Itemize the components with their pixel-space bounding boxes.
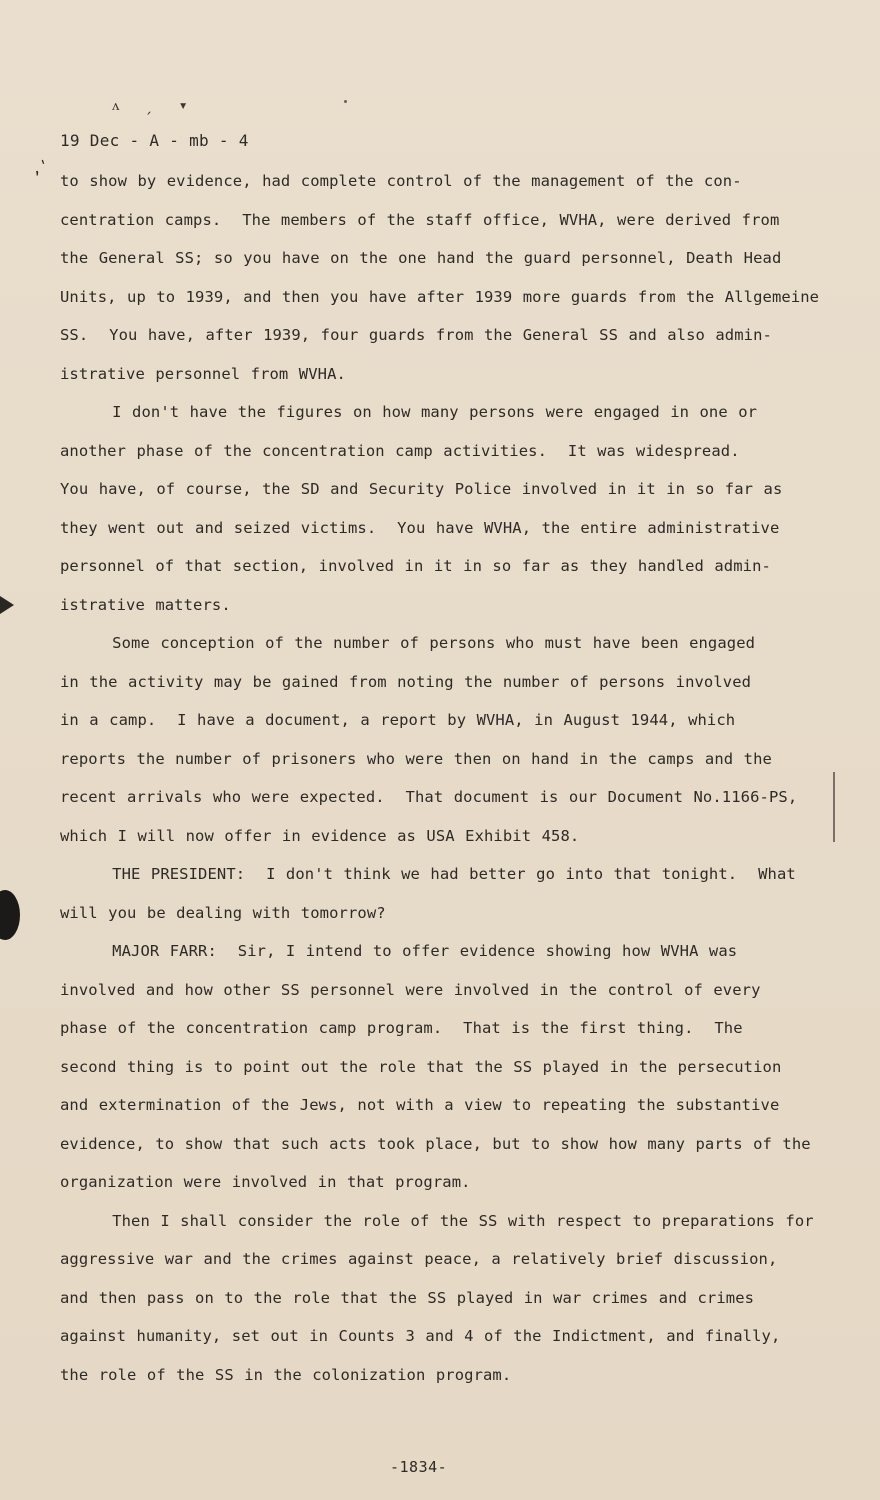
text-line: involved and how other SS personnel were involved in the control of every	[60, 980, 761, 999]
text-line: organization were involved in that program.	[60, 1173, 471, 1191]
margin-tick-mark: ,'	[28, 155, 52, 179]
text-line: recent arrivals who were expected. That document is our Document No.1166-PS,	[60, 788, 798, 806]
stray-marks: ᴧ ˏ ▾	[112, 96, 196, 114]
margin-line	[833, 772, 835, 842]
text-line: in a camp. I have a document, a report by WVHA, in August 1944, which	[60, 711, 736, 729]
text-line: You have, of course, the SD and Security Police involved in it in so far as	[60, 480, 783, 498]
text-line: istrative matters.	[60, 595, 231, 614]
text-line: second thing is to point out the role that the SS played in the persecution	[60, 1057, 782, 1076]
text-line: will you be dealing with tomorrow?	[60, 903, 386, 922]
text-line: the role of the SS in the colonization program.	[60, 1365, 512, 1384]
text-line: personnel of that section, involved in it in so far as they handled admin-	[60, 557, 771, 575]
punch-hole	[0, 890, 20, 940]
stray-dot	[344, 100, 347, 103]
text-line: they went out and seized victims. You have WVHA, the entire administrative	[60, 518, 780, 537]
text-line: THE PRESIDENT: I don't think we had better go into that tonight. What	[60, 865, 796, 883]
header-reference: 19 Dec - A - mb - 4	[60, 131, 249, 150]
text-line: reports the number of prisoners who were then on hand in the camps and the	[60, 749, 772, 768]
binding-notch	[0, 596, 14, 614]
text-line: another phase of the concentration camp activities. It was widespread.	[60, 441, 740, 460]
text-line: aggressive war and the crimes against peace, a relatively brief discussion,	[60, 1250, 778, 1268]
text-line: MAJOR FARR: Sir, I intend to offer evidence showing how WVHA was	[60, 942, 738, 960]
text-line: I don't have the figures on how many persons were engaged in one or	[60, 403, 758, 421]
text-line: against humanity, set out in Counts 3 and 4 of the Indictment, and finally,	[60, 1327, 781, 1345]
text-line: evidence, to show that such acts took place, but to show how many parts of the	[60, 1134, 811, 1153]
text-line: the General SS; so you have on the one hand the guard personnel, Death Head	[60, 249, 782, 267]
body-text	[60, 168, 835, 1400]
text-line: and then pass on to the role that the SS played in war crimes and crimes	[60, 1288, 755, 1307]
text-line: Some conception of the number of persons who must have been engaged	[60, 634, 756, 652]
text-line: phase of the concentration camp program. That is the first thing. The	[60, 1019, 743, 1037]
text-line: which I will now offer in evidence as USA Exhibit 458.	[60, 826, 580, 845]
text-line: in the activity may be gained from noting the number of persons involved	[60, 672, 752, 691]
text-line: Then I shall consider the role of the SS with respect to preparations for	[60, 1211, 814, 1230]
text-line: SS. You have, after 1939, four guards from the General SS and also admin-	[60, 326, 772, 344]
text-line: Units, up to 1939, and then you have after 1939 more guards from the Allgemeine	[60, 287, 820, 306]
text-line: centration camps. The members of the staff office, WVHA, were derived from	[60, 210, 780, 229]
text-line: and extermination of the Jews, not with a view to repeating the substantive	[60, 1096, 780, 1114]
text-line: to show by evidence, had complete control of the management of the con-	[60, 172, 742, 190]
text-line: istrative personnel from WVHA.	[60, 364, 346, 383]
page-number: -1834-	[390, 1458, 448, 1476]
